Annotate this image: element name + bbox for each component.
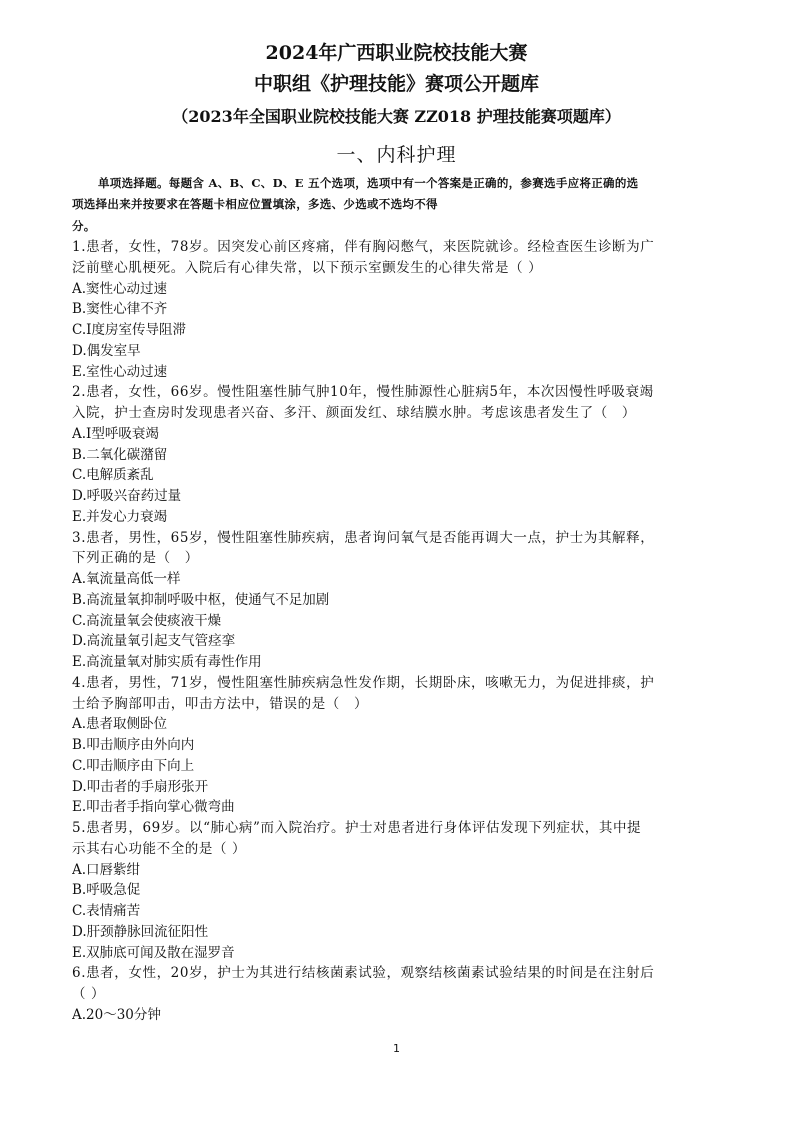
answer-option: E.双肺底可闻及散在湿罗音 [72,944,235,961]
question-stem-line: （ ） [72,986,106,1002]
answer-option: A.口唇紫绀 [72,861,141,878]
answer-option: B.叩击顺序由外向内 [72,737,195,753]
document-title: 2024年广西职业院校技能大赛 [265,42,528,64]
answer-option: E.叩击者手指向掌心微弯曲 [72,799,235,816]
question-stem-line: 3.患者，男性，65岁，慢性阻塞性肺疾病，患者询问氧气是否能再调大一点，护士为其解释， [72,529,655,546]
instructions-line-2: 项选择出来并按要求在答题卡相应位置填涂，多选、少选或不选均不得 [72,197,438,211]
question-block [72,818,732,963]
question-stem-line: 2.患者，女性，66岁。慢性阻塞性肺气肿10年，慢性肺源性心脏病5年，本次因慢性呼吸衰竭 [72,384,654,401]
question-stem-line: 士给予胸部叩击，叩击方法中，错误的是（ ） [72,695,369,712]
answer-option: C.高流量氧会使痰液干燥 [72,612,222,629]
question-stem-line: 下列正确的是（ ） [72,550,199,567]
question-stem-line: 入院，护士查房时发现患者兴奋、多汗、颜面发红、球结膜水肿。考虑该患者发生了（ ） [72,405,636,421]
question-block [72,528,732,673]
answer-option: C.表情痛苦 [72,903,141,919]
answer-option: C.Ⅰ度房室传导阻滞 [72,322,186,338]
answer-option: A.氧流量高低一样 [72,571,181,587]
answer-option: D.肝颈静脉回流征阳性 [72,923,209,940]
section-heading: 一、内科护理 [336,144,457,166]
question-stem-line: 4.患者，男性，71岁，慢性阻塞性肺疾病急性发作期，长期卧床，咳嗽无力，为促进排痰，护 [72,674,655,691]
page-number: 1 [393,1042,400,1055]
document-source-note: （2023年全国职业院校技能大赛 ZZ018 护理技能赛项题库） [172,107,621,126]
answer-option: B.呼吸急促 [72,882,141,899]
answer-option: A.窦性心动过速 [72,280,168,297]
answer-option: D.偶发室早 [72,342,141,359]
answer-option: D.叩击者的手扇形张开 [72,778,209,795]
answer-option: B.窦性心律不齐 [72,301,168,318]
question-block [72,382,732,527]
question-stem-line: 6.患者，女性，20岁，护士为其进行结核菌素试验，观察结核菌素试验结果的时间是在注射后 [72,965,655,982]
question-stem-line: 示其右心功能不全的是（ ） [72,840,247,857]
question-block [72,673,732,818]
answer-option: E.高流量氧对肺实质有毒性作用 [72,654,262,670]
answer-option: D.高流量氧引起支气管痉挛 [72,633,236,650]
question-stem-line: 1.患者，女性，78岁。因突发心前区疼痛，伴有胸闷憋气，来医院就诊。经检查医生诊断为广 [72,239,655,255]
question-stem-line: 泛前壁心肌梗死。入院后有心律失常，以下预示室颤发生的心律失常是（ ） [72,259,543,276]
answer-option: B.二氧化碳潴留 [72,446,168,463]
answer-option: E.室性心动过速 [72,363,168,380]
answer-option: E.并发心力衰竭 [72,508,168,525]
answer-option: C.电解质紊乱 [72,467,154,484]
answer-option: A.患者取侧卧位 [72,716,168,733]
instructions-line-1: 单项选择题。每题含 A、B、C、D、E 五个选项，选项中有一个答案是正确的，参赛选手应将正确的选 [98,176,639,190]
answer-option: B.高流量氧抑制呼吸中枢，使通气不足加剧 [72,591,330,608]
answer-option: D.呼吸兴奋药过量 [72,488,182,504]
question-list [72,237,732,1026]
document-subtitle: 中职组《护理技能》赛项公开题库 [253,73,539,95]
question-block [72,963,732,1025]
answer-option: A.20～30分钟 [72,1006,161,1023]
question-stem-line: 5.患者男，69岁。以“肺心病”而入院治疗。护士对患者进行身体评估发现下列症状，其中提 [72,820,642,836]
answer-option: C.叩击顺序由下向上 [72,757,195,774]
answer-option: A.I型呼吸衰竭 [72,425,159,442]
instructions-line-3: 分。 [72,219,96,233]
question-block [72,237,732,382]
